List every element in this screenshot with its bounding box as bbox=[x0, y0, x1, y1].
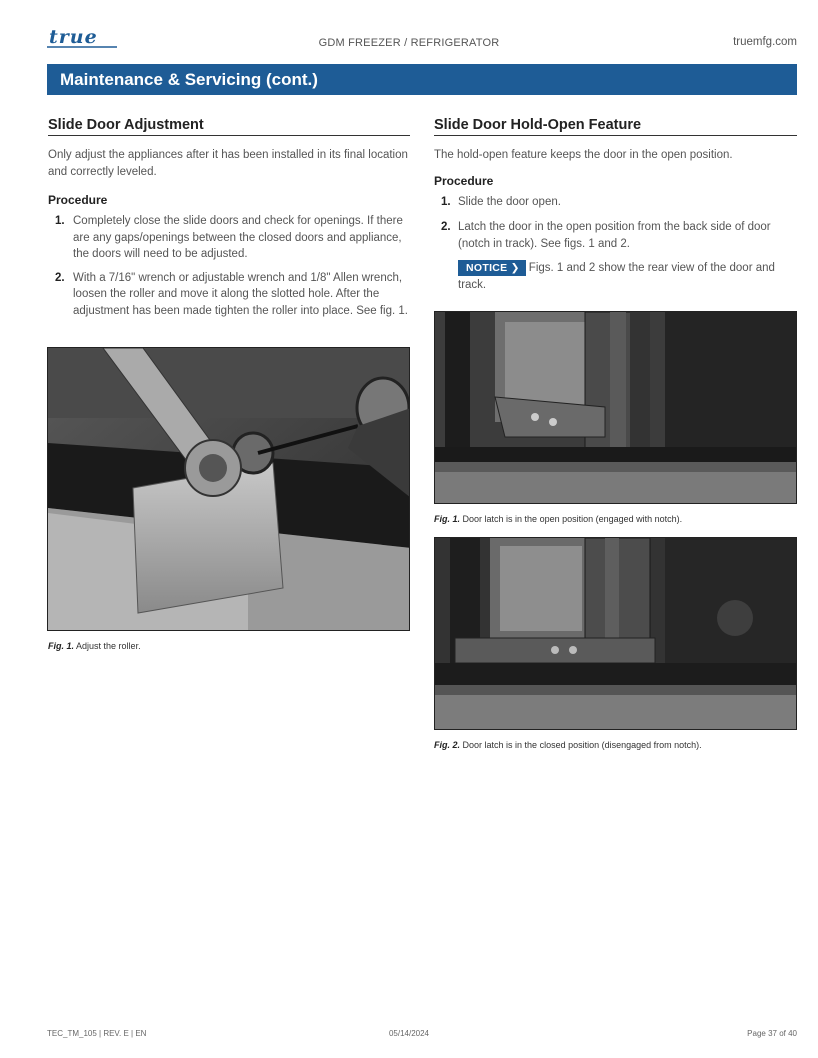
door-latch-closed-photo bbox=[434, 537, 797, 730]
figure-label: Fig. 1. bbox=[48, 641, 75, 651]
figure-label: Fig. 1. bbox=[434, 514, 461, 524]
step-text: Slide the door open. bbox=[458, 195, 561, 208]
hold-open-feature-title: Slide Door Hold-Open Feature bbox=[434, 117, 797, 136]
right-column bbox=[434, 117, 797, 293]
right-steps bbox=[434, 194, 797, 253]
right-intro: The hold-open feature keeps the door in the open position. bbox=[434, 149, 733, 161]
figure-caption-text: Door latch is in the closed position (disengaged from notch). bbox=[462, 740, 702, 750]
fig1-right-caption bbox=[434, 514, 682, 524]
step-text: Completely close the slide doors and check for openings. If there are any gaps/openings between the closed doors and appliance, the doors will need to be adjusted. bbox=[73, 215, 403, 260]
step-number: 1. bbox=[55, 215, 65, 227]
footer-doc-id: TEC_TM_105 | REV. E | EN bbox=[47, 1029, 147, 1038]
step-number: 1. bbox=[441, 195, 451, 208]
notice-text: Figs. 1 and 2 show the rear view of the door and track. bbox=[458, 262, 775, 291]
fig2-right-caption bbox=[434, 740, 702, 750]
roller-adjustment-photo bbox=[47, 347, 410, 631]
left-column bbox=[48, 117, 410, 319]
notice-badge: NOTICE ❯ bbox=[458, 260, 526, 276]
figure-caption-text: Door latch is in the open position (engaged with notch). bbox=[462, 514, 683, 524]
left-intro: Only adjust the appliances after it has been installed in its final location and correctly leveled. bbox=[48, 149, 408, 178]
door-latch-open-photo bbox=[434, 311, 797, 504]
step-number: 2. bbox=[55, 271, 65, 284]
list-item bbox=[434, 194, 797, 211]
figure-caption-text: Adjust the roller. bbox=[76, 641, 141, 651]
left-steps bbox=[48, 213, 410, 319]
figure-label: Fig. 2. bbox=[434, 740, 461, 750]
footer-page-number: Page 37 of 40 bbox=[747, 1029, 797, 1038]
list-item bbox=[48, 270, 410, 320]
list-item bbox=[434, 219, 797, 252]
notice-block bbox=[434, 260, 797, 293]
fig1-left-caption bbox=[48, 641, 141, 651]
header-website[interactable]: truemfg.com bbox=[733, 36, 797, 48]
list-item bbox=[48, 213, 410, 263]
logo-text: true bbox=[49, 28, 98, 48]
footer-date: 05/14/2024 bbox=[388, 1029, 430, 1038]
left-procedure-label: Procedure bbox=[48, 193, 108, 207]
slide-door-adjustment-title: Slide Door Adjustment bbox=[48, 117, 410, 136]
step-number: 2. bbox=[441, 221, 451, 233]
right-procedure-label: Procedure bbox=[434, 173, 494, 188]
step-text: Latch the door in the open position from the back side of door (notch in track). See figs. 1 and 2. bbox=[458, 221, 771, 250]
header-product-title: GDM FREEZER / REFRIGERATOR bbox=[318, 37, 500, 49]
section-banner: Maintenance & Servicing (cont.) bbox=[47, 64, 797, 95]
step-text: With a 7/16" wrench or adjustable wrench and 1/8" Allen wrench, loosen the roller and move it along the slotted hole. After the adjustment has been made tighten the roller into place. See fig. 1. bbox=[73, 271, 408, 317]
